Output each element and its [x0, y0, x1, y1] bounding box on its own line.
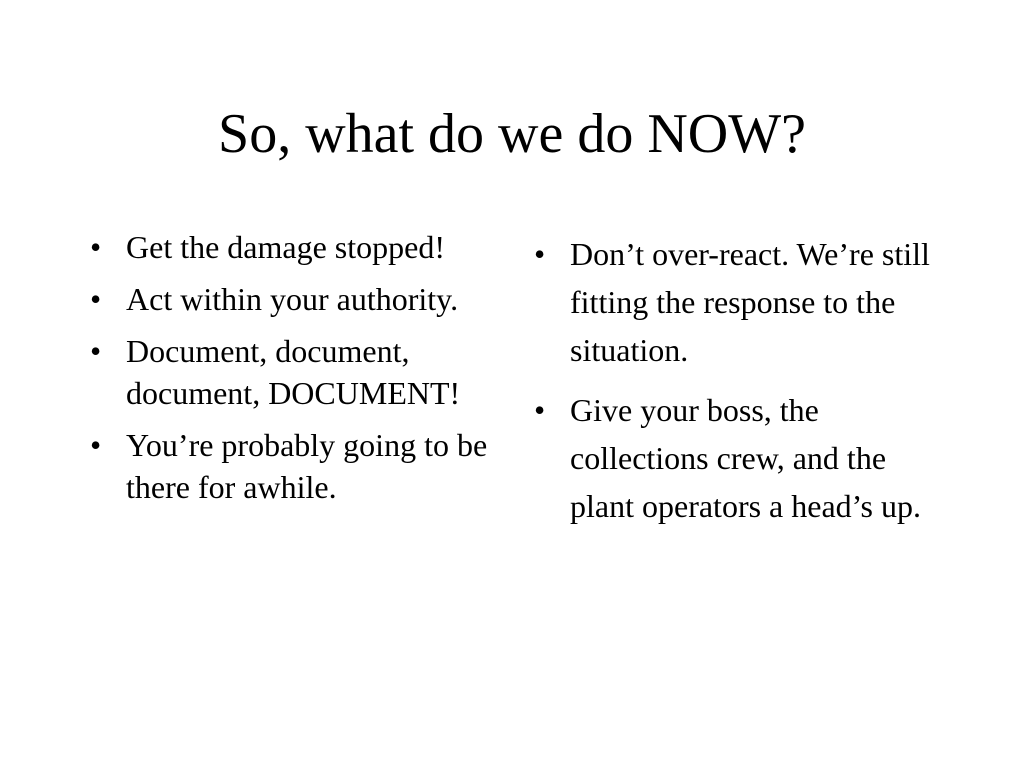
bullet-icon: •	[90, 229, 102, 265]
list-item	[86, 278, 496, 320]
bullet-icon: •	[534, 392, 546, 428]
bullet-text: Document, document, document, DOCUMENT!	[126, 333, 461, 411]
bullet-icon: •	[90, 333, 102, 369]
bullet-text: Get the damage stopped!	[126, 229, 445, 265]
list-item	[530, 386, 930, 530]
left-bullet-list	[86, 226, 496, 518]
bullet-icon: •	[534, 236, 546, 272]
bullet-icon: •	[90, 427, 102, 463]
bullet-icon: •	[90, 281, 102, 317]
list-item	[86, 330, 496, 414]
slide-title: So, what do we do NOW?	[218, 103, 806, 165]
bullet-text: Don’t over-react. We’re still fitting the response to the situation.	[570, 236, 930, 368]
bullet-text: You’re probably going to be there for awhile.	[126, 427, 488, 505]
right-bullet-list	[530, 230, 930, 542]
bullet-text: Act within your authority.	[126, 281, 459, 317]
list-item	[530, 230, 930, 374]
bullet-text: Give your boss, the collections crew, and the plant operators a head’s up.	[570, 392, 921, 524]
list-item	[86, 424, 496, 508]
list-item	[86, 226, 496, 268]
